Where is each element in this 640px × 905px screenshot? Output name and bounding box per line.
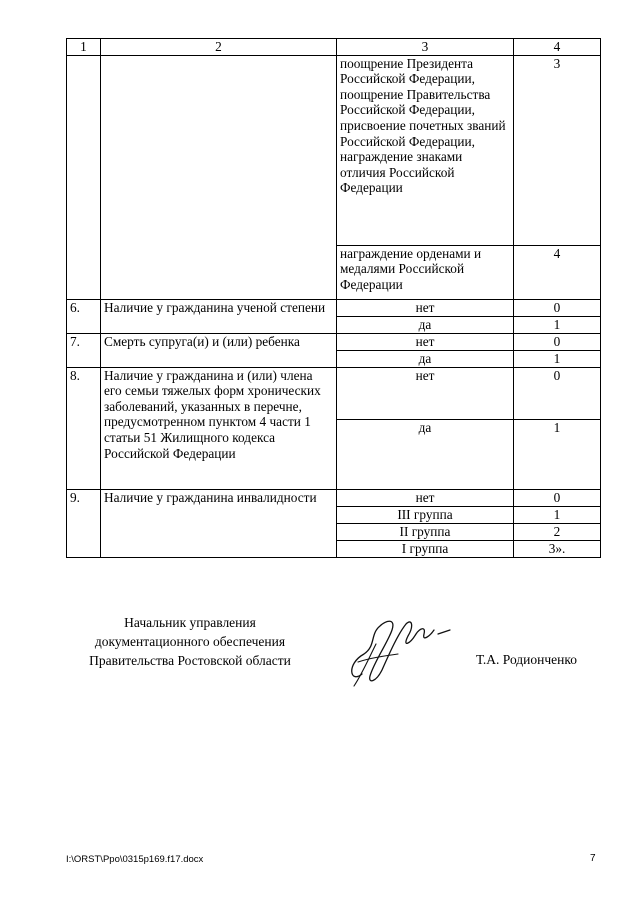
- value-cell: да: [337, 316, 514, 333]
- value-cell: да: [337, 350, 514, 367]
- points-cell: 1: [514, 419, 601, 489]
- column-header: 3: [337, 39, 514, 56]
- criterion-cell: Смерть супруга(и) и (или) ребенка: [101, 333, 337, 367]
- points-cell: 1: [514, 506, 601, 523]
- criterion-cell: Наличие у гражданина инвалидности: [101, 489, 337, 557]
- signatory-position-line: документационного обеспечения: [94, 634, 286, 649]
- value-cell: нет: [337, 367, 514, 419]
- row-number-cell: 9.: [67, 489, 101, 557]
- points-cell: 0: [514, 299, 601, 316]
- value-cell: III группа: [337, 506, 514, 523]
- value-cell: нет: [337, 333, 514, 350]
- points-cell: 1: [514, 316, 601, 333]
- table-row: [67, 299, 601, 316]
- points-cell: 0: [514, 333, 601, 350]
- value-cell: нет: [337, 489, 514, 506]
- points-cell: 4: [514, 245, 601, 299]
- criterion-cell: Наличие у гражданина и (или) члена его семьи тяжелых форм хронических заболеваний, указанных в перечне, предусмотренном пунктом 4 части 1 статьи 51 Жилищного кодекса Российской Федерации: [101, 367, 337, 489]
- criteria-table: [66, 38, 601, 558]
- column-header: 4: [514, 39, 601, 56]
- row-number-cell: 7.: [67, 333, 101, 367]
- signature-block: [0, 600, 640, 710]
- table-header-row: [67, 39, 601, 56]
- points-cell: 0: [514, 367, 601, 419]
- table-row: [67, 333, 601, 350]
- criterion-cell: [101, 55, 337, 299]
- table-row: [67, 489, 601, 506]
- row-number-cell: [67, 55, 101, 299]
- handwritten-signature: [340, 604, 460, 690]
- points-cell: 2: [514, 523, 601, 540]
- points-cell: 1: [514, 350, 601, 367]
- value-cell: II группа: [337, 523, 514, 540]
- table-row: [67, 55, 601, 245]
- points-cell: 3: [514, 55, 601, 245]
- points-cell: 3».: [514, 540, 601, 557]
- column-header: 1: [67, 39, 101, 56]
- signatory-position-line: Правительства Ростовской области: [89, 653, 291, 668]
- column-header: 2: [101, 39, 337, 56]
- table-row: [67, 367, 601, 419]
- signatory-name: Т.А. Родионченко: [476, 652, 577, 667]
- signatory-position-line: Начальник управления: [124, 615, 256, 630]
- value-cell: награждение орденами и медалями Российской Федерации: [337, 245, 514, 299]
- value-cell: I группа: [337, 540, 514, 557]
- criterion-cell: Наличие у гражданина ученой степени: [101, 299, 337, 333]
- value-cell: да: [337, 419, 514, 489]
- page-number: 7: [590, 853, 596, 864]
- value-cell: нет: [337, 299, 514, 316]
- row-number-cell: 6.: [67, 299, 101, 333]
- footer-file-path: I:\ORST\Ppo\0315p169.f17.docx: [66, 854, 204, 865]
- row-number-cell: 8.: [67, 367, 101, 489]
- value-cell: поощрение Президента Российской Федерации, поощрение Правительства Российской Федерации, присвоение почетных званий Российской Федерации, награждение знаками отличия Российской Федерации: [337, 55, 514, 245]
- points-cell: 0: [514, 489, 601, 506]
